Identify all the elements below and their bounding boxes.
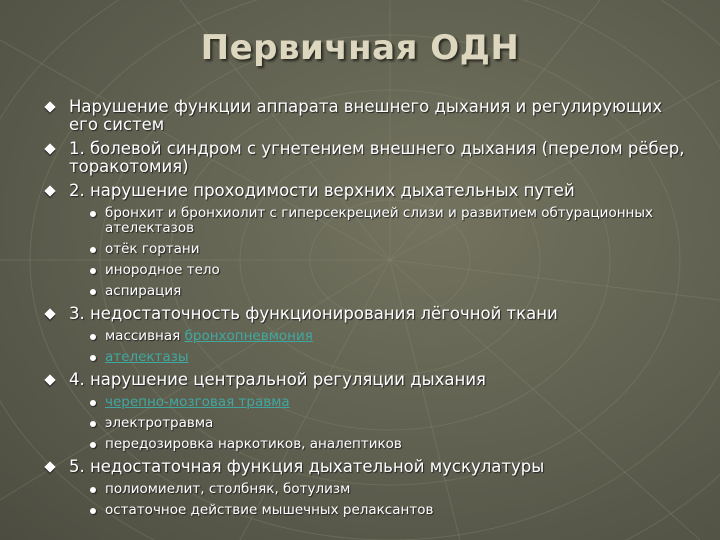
bullet-text: [105, 328, 313, 344]
sub-bullet-item: [44, 416, 694, 431]
diamond-bullet-icon: [44, 308, 55, 319]
text-span: бронхит и бронхиолит с гиперсекрецией слизи и развитием обтурационных ателектазов: [105, 205, 654, 236]
dot-bullet-icon: [90, 400, 96, 406]
diamond-bullet-icon: [44, 143, 55, 154]
text-span: 4. нарушение центральной регуляции дыхания: [69, 370, 486, 389]
text-span: передозировка наркотиков, аналептиков: [105, 436, 402, 452]
diamond-bullet-icon: [44, 101, 55, 112]
hyperlink[interactable]: бронхопневмония: [184, 328, 313, 344]
diamond-bullet-icon: [44, 374, 55, 385]
bullet-text: [105, 349, 189, 365]
bullet-list: [44, 98, 694, 524]
dot-bullet-icon: [90, 334, 96, 340]
dot-bullet-icon: [90, 268, 96, 274]
bullet-text: [69, 97, 662, 134]
bullet-item: [44, 140, 694, 176]
sub-bullet-item: [44, 350, 694, 365]
dot-bullet-icon: [90, 211, 96, 217]
bullet-text: [105, 415, 213, 431]
sub-bullet-item: [44, 395, 694, 410]
bullet-text: [105, 502, 433, 518]
text-span: полиомиелит, столбняк, ботулизм: [105, 481, 351, 497]
bullet-text: [105, 436, 402, 452]
bullet-item: [44, 305, 694, 323]
dot-bullet-icon: [90, 247, 96, 253]
sub-bullet-item: [44, 263, 694, 278]
sub-bullet-item: [44, 503, 694, 518]
dot-bullet-icon: [90, 487, 96, 493]
text-span: инородное тело: [105, 262, 220, 278]
text-span: 1. болевой синдром с угнетением внешнего дыхания (перелом рёбер, торакотомия): [69, 139, 685, 176]
bullet-text: [105, 205, 653, 236]
bullet-text: [105, 481, 350, 497]
text-span: 5. недостаточная функция дыхательной мускулатуры: [69, 457, 545, 476]
slide-title: Первичная ОДН: [200, 28, 520, 68]
text-span: отёк гортани: [105, 241, 200, 257]
bullet-text: [69, 181, 575, 200]
bullet-text: [105, 262, 220, 278]
text-span: 2. нарушение проходимости верхних дыхательных путей: [69, 181, 575, 200]
sub-bullet-item: [44, 482, 694, 497]
text-span: остаточное действие мышечных релаксантов: [105, 502, 434, 518]
sub-bullet-item: [44, 437, 694, 452]
bullet-text: [105, 394, 290, 410]
hyperlink[interactable]: черепно-мозговая травма: [105, 394, 290, 410]
sub-bullet-item: [44, 284, 694, 299]
bullet-item: [44, 371, 694, 389]
bullet-text: [69, 139, 685, 176]
bullet-text: [105, 283, 181, 299]
bullet-text: [69, 457, 544, 476]
hyperlink[interactable]: ателектазы: [105, 349, 189, 365]
diamond-bullet-icon: [44, 185, 55, 196]
bullet-item: [44, 182, 694, 200]
bullet-text: [69, 304, 558, 323]
text-span: аспирация: [105, 283, 182, 299]
dot-bullet-icon: [90, 289, 96, 295]
sub-bullet-item: [44, 242, 694, 257]
bullet-text: [105, 241, 200, 257]
dot-bullet-icon: [90, 442, 96, 448]
bullet-item: [44, 98, 694, 134]
text-span: Нарушение функции аппарата внешнего дыхания и регулирующих его систем: [69, 97, 662, 134]
dot-bullet-icon: [90, 421, 96, 427]
dot-bullet-icon: [90, 355, 96, 361]
bullet-item: [44, 458, 694, 476]
bullet-text: [69, 370, 486, 389]
sub-bullet-item: [44, 329, 694, 344]
text-span: 3. недостаточность функционирования лёгочной ткани: [69, 304, 558, 323]
sub-bullet-item: [44, 206, 694, 236]
text-span: электротравма: [105, 415, 214, 431]
dot-bullet-icon: [90, 508, 96, 514]
text-span: массивная: [105, 328, 185, 344]
diamond-bullet-icon: [44, 461, 55, 472]
